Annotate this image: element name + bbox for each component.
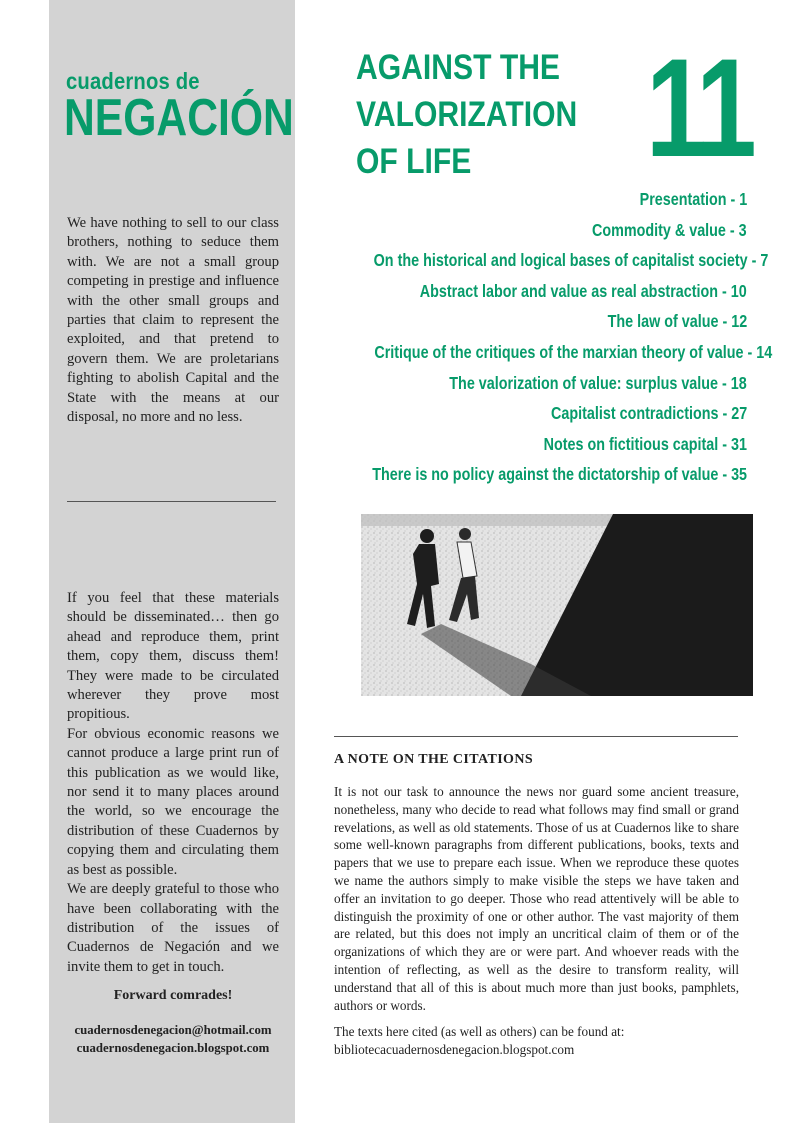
toc-item[interactable]: Presentation - 1 bbox=[639, 189, 747, 209]
issue-title-line: OF LIFE bbox=[356, 142, 472, 181]
cover-photo bbox=[361, 514, 753, 696]
toc-item[interactable]: Abstract labor and value as real abstraction - 10 bbox=[420, 280, 747, 301]
note-sources-link[interactable]: bibliotecacuadernosdenegacion.blogspot.com bbox=[334, 1042, 575, 1058]
toc-item[interactable]: Commodity & value - 3 bbox=[592, 219, 747, 240]
note-sources-intro: The texts here cited (as well as others) can be found at: bbox=[334, 1024, 625, 1040]
issue-title bbox=[356, 44, 588, 185]
toc-item[interactable]: There is no policy against the dictatorship of value - 35 bbox=[372, 464, 747, 485]
masthead-title: NEGACIÓN bbox=[64, 89, 294, 147]
closing-line: Forward comrades! bbox=[113, 988, 233, 1003]
note-sources bbox=[334, 1023, 739, 1059]
section-divider bbox=[334, 736, 738, 737]
toc-item[interactable]: On the historical and logical bases of capitalist society - 7 bbox=[373, 250, 769, 271]
table-of-contents bbox=[287, 184, 773, 490]
contact-blog[interactable]: cuadernosdenegacion.blogspot.com bbox=[76, 1041, 270, 1055]
intro-paragraph: We have nothing to sell to our class brothers, nothing to seduce them with. We are not a small group competing in prestige and influence with the other small groups and parties that claim to represent the exploited, and that pretend to govern them. We are proletarians fighting to abolish Capital and the State with the means at our disposal, no more and no less. bbox=[67, 215, 279, 426]
contact-email[interactable]: cuadernosdenegacion@hotmail.com bbox=[74, 1023, 272, 1037]
issue-number: 11 bbox=[645, 29, 752, 186]
toc-item[interactable]: The valorization of value: surplus value - 18 bbox=[449, 372, 747, 393]
note-body bbox=[334, 783, 739, 1068]
share-section bbox=[67, 589, 279, 977]
issue-title-line: VALORIZATION bbox=[356, 95, 578, 134]
note-paragraph: It is not our task to announce the news nor guard some ancient treasure, nonetheless, many who decide to read what follows may find small or grand revelations, as well as old statements. Those of us at Cuadernos like to share some well-known paragraphs from different publications, books, texts and papers that we use to prepare each issue. When we reproduce these quotes we name the authors simply to make visible the steps we have taken and offer an invitation to go deeper. Those who read attentively will be able to distinguish the proximity of one or other author. The vast majority of them are related, but this does not imply an uncritical claim of them or of the organizations of which they are or were part. And whoever reads with the intention of reflecting, as well as the desire to transform reality, will understand that all of this is about much more than just books, pamphlets, authors or words. bbox=[334, 784, 739, 1013]
sidebar-divider bbox=[67, 501, 276, 502]
masthead-subtitle: cuadernos de bbox=[66, 68, 200, 94]
share-paragraph: For obvious economic reasons we cannot produce a large print run of this publication as we would like, nor send it to many places around the world, so we encourage the distribution of these Cuadernos by copying them and circulating them as best as possible. bbox=[67, 725, 279, 878]
toc-item[interactable]: Capitalist contradictions - 27 bbox=[550, 403, 747, 424]
toc-item[interactable]: Critique of the critiques of the marxian theory of value - 14 bbox=[374, 341, 773, 362]
toc-item[interactable]: The law of value - 12 bbox=[607, 311, 747, 332]
share-paragraph: We are deeply grateful to those who have been collaborating with the distribution of the issues of Cuadernos de Negación and we invite them to get in touch. bbox=[67, 881, 279, 975]
note-heading: A NOTE ON THE CITATIONS bbox=[334, 752, 534, 767]
issue-title-line: AGAINST THE bbox=[356, 48, 561, 87]
contact-block bbox=[60, 1021, 286, 1057]
share-paragraph: If you feel that these materials should be disseminated… then go ahead and reproduce them, print them, copy them, discuss them! They were made to be circulated wherever they prove most propitious. bbox=[67, 590, 279, 723]
toc-item[interactable]: Notes on fictitious capital - 31 bbox=[543, 433, 747, 454]
